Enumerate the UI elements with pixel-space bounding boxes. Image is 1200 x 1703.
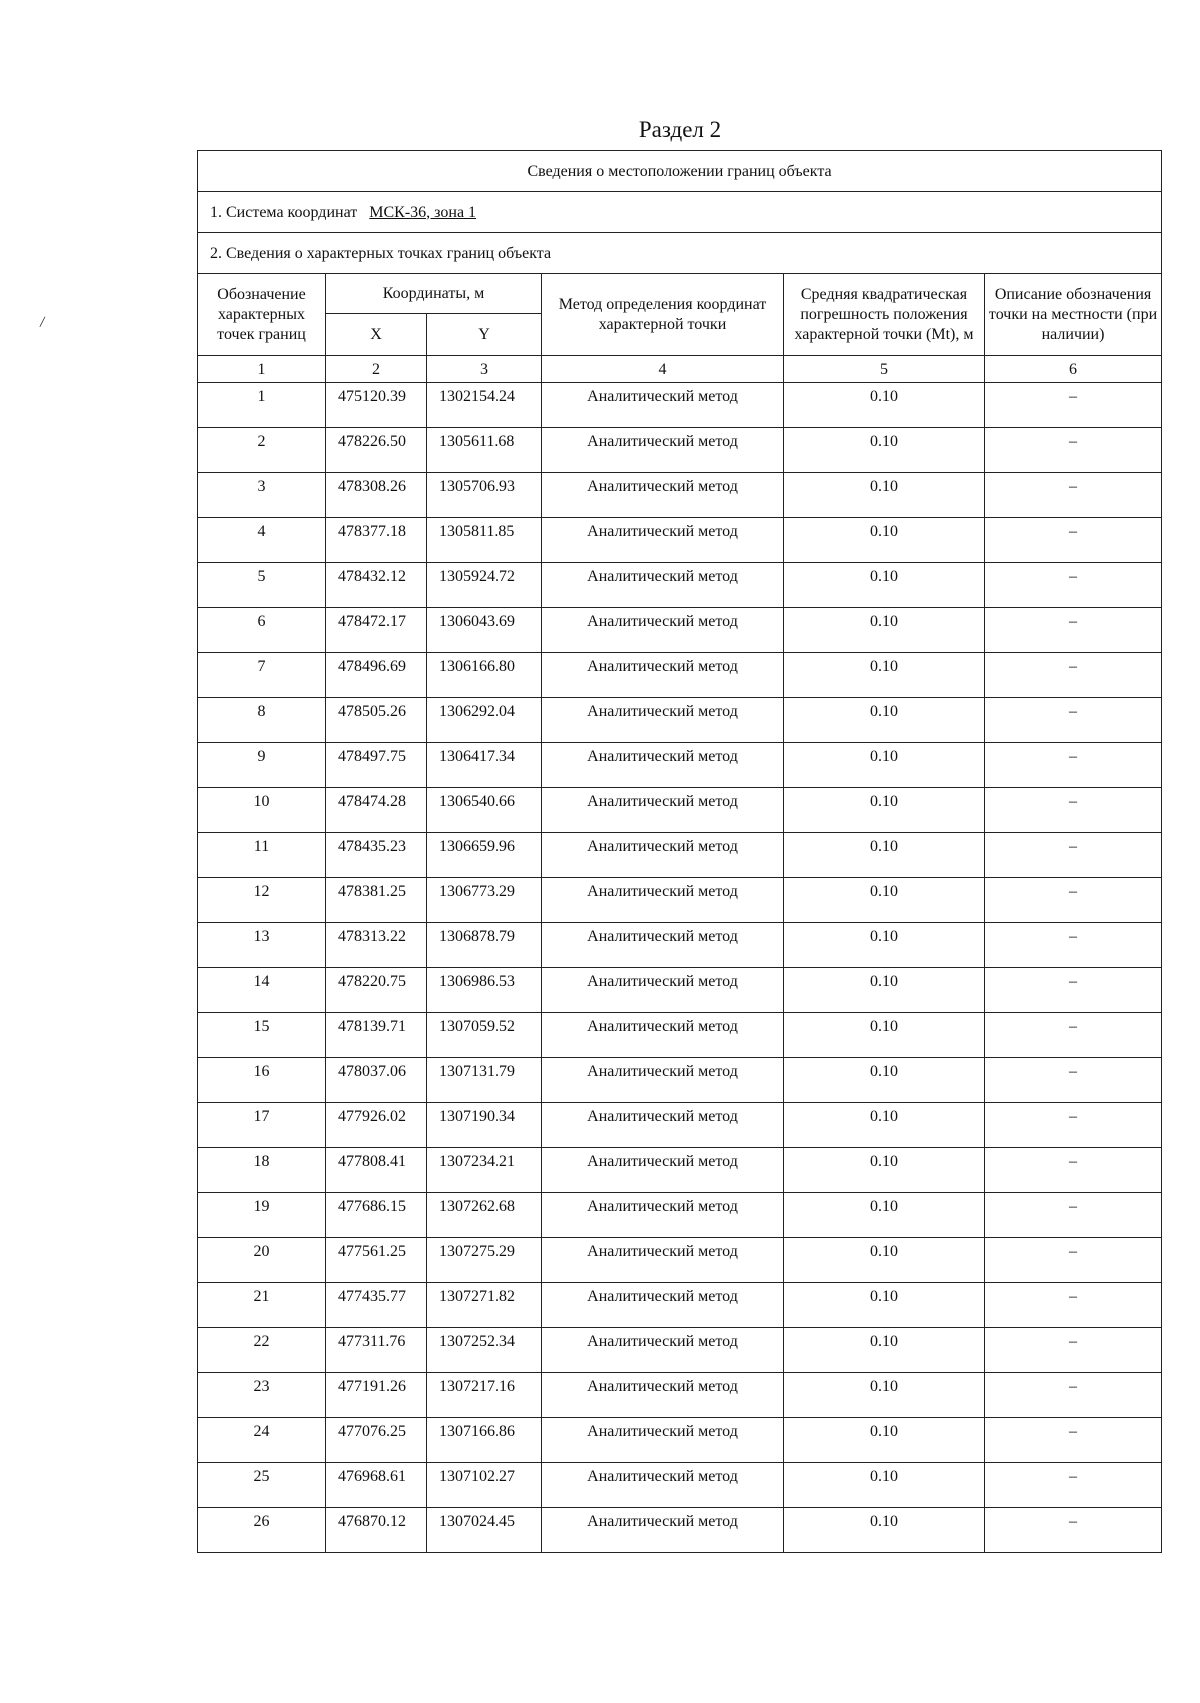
y-coordinate-cell: 1306043.69	[427, 608, 542, 653]
y-coordinate-cell: 1306417.34	[427, 743, 542, 788]
y-coordinate-cell: 1307102.27	[427, 1463, 542, 1508]
error-cell: 0.10	[784, 1238, 985, 1283]
table-row	[198, 833, 1162, 878]
x-coordinate-cell: 477808.41	[326, 1148, 427, 1193]
error-cell: 0.10	[784, 1103, 985, 1148]
error-cell: 0.10	[784, 473, 985, 518]
column-number: 5	[784, 356, 985, 383]
method-cell: Аналитический метод	[542, 878, 784, 923]
table-row	[198, 608, 1162, 653]
x-coordinate-cell: 478496.69	[326, 653, 427, 698]
table-title: Сведения о местоположении границ объекта	[198, 151, 1162, 192]
y-coordinate-cell: 1305706.93	[427, 473, 542, 518]
description-cell: –	[985, 833, 1162, 878]
x-coordinate-cell: 478474.28	[326, 788, 427, 833]
point-number-cell: 5	[198, 563, 326, 608]
x-coordinate-cell: 477191.26	[326, 1373, 427, 1418]
column-number: 2	[326, 356, 427, 383]
header-error: Средняя квадратическая погрешность положения характерной точки (Mt), м	[784, 274, 985, 356]
description-cell: –	[985, 1103, 1162, 1148]
y-coordinate-cell: 1305811.85	[427, 518, 542, 563]
x-coordinate-cell: 477926.02	[326, 1103, 427, 1148]
description-cell: –	[985, 1463, 1162, 1508]
y-coordinate-cell: 1307190.34	[427, 1103, 542, 1148]
error-cell: 0.10	[784, 833, 985, 878]
y-coordinate-cell: 1307166.86	[427, 1418, 542, 1463]
method-cell: Аналитический метод	[542, 1193, 784, 1238]
method-cell: Аналитический метод	[542, 698, 784, 743]
point-number-cell: 15	[198, 1013, 326, 1058]
point-number-cell: 3	[198, 473, 326, 518]
y-coordinate-cell: 1306773.29	[427, 878, 542, 923]
y-coordinate-cell: 1305924.72	[427, 563, 542, 608]
point-number-cell: 6	[198, 608, 326, 653]
point-number-cell: 4	[198, 518, 326, 563]
method-cell: Аналитический метод	[542, 563, 784, 608]
table-row	[198, 923, 1162, 968]
description-cell: –	[985, 923, 1162, 968]
y-coordinate-cell: 1307234.21	[427, 1148, 542, 1193]
description-cell: –	[985, 788, 1162, 833]
point-number-cell: 24	[198, 1418, 326, 1463]
y-coordinate-cell: 1306986.53	[427, 968, 542, 1013]
error-cell: 0.10	[784, 1463, 985, 1508]
table-row	[198, 1238, 1162, 1283]
table-row	[198, 1013, 1162, 1058]
header-row	[198, 274, 1162, 314]
description-cell: –	[985, 428, 1162, 473]
point-number-cell: 2	[198, 428, 326, 473]
y-coordinate-cell: 1306540.66	[427, 788, 542, 833]
table-row	[198, 473, 1162, 518]
y-coordinate-cell: 1306659.96	[427, 833, 542, 878]
method-cell: Аналитический метод	[542, 968, 784, 1013]
x-coordinate-cell: 475120.39	[326, 383, 427, 428]
y-coordinate-cell: 1307271.82	[427, 1283, 542, 1328]
y-coordinate-cell: 1307275.29	[427, 1238, 542, 1283]
method-cell: Аналитический метод	[542, 1058, 784, 1103]
method-cell: Аналитический метод	[542, 518, 784, 563]
table-row	[198, 743, 1162, 788]
description-cell: –	[985, 1373, 1162, 1418]
x-coordinate-cell: 478377.18	[326, 518, 427, 563]
method-cell: Аналитический метод	[542, 788, 784, 833]
x-coordinate-cell: 478497.75	[326, 743, 427, 788]
coord-system-row	[198, 192, 1162, 233]
x-coordinate-cell: 478226.50	[326, 428, 427, 473]
error-cell: 0.10	[784, 1373, 985, 1418]
x-coordinate-cell: 477435.77	[326, 1283, 427, 1328]
table-row	[198, 1418, 1162, 1463]
y-coordinate-cell: 1307217.16	[427, 1373, 542, 1418]
points-title-row	[198, 233, 1162, 274]
y-coordinate-cell: 1307131.79	[427, 1058, 542, 1103]
y-coordinate-cell: 1305611.68	[427, 428, 542, 473]
table-row	[198, 1058, 1162, 1103]
x-coordinate-cell: 477311.76	[326, 1328, 427, 1373]
y-coordinate-cell: 1307059.52	[427, 1013, 542, 1058]
method-cell: Аналитический метод	[542, 833, 784, 878]
error-cell: 0.10	[784, 1283, 985, 1328]
x-coordinate-cell: 477076.25	[326, 1418, 427, 1463]
table-row	[198, 383, 1162, 428]
x-coordinate-cell: 477686.15	[326, 1193, 427, 1238]
table-row	[198, 698, 1162, 743]
section-title: Раздел 2	[638, 117, 722, 142]
point-number-cell: 7	[198, 653, 326, 698]
column-number: 6	[985, 356, 1162, 383]
x-coordinate-cell: 476870.12	[326, 1508, 427, 1553]
stray-pen-mark: /	[38, 313, 46, 332]
method-cell: Аналитический метод	[542, 743, 784, 788]
error-cell: 0.10	[784, 428, 985, 473]
description-cell: –	[985, 1148, 1162, 1193]
description-cell: –	[985, 1283, 1162, 1328]
x-coordinate-cell: 478139.71	[326, 1013, 427, 1058]
x-coordinate-cell: 478037.06	[326, 1058, 427, 1103]
point-number-cell: 21	[198, 1283, 326, 1328]
table-row	[198, 518, 1162, 563]
error-cell: 0.10	[784, 788, 985, 833]
point-number-cell: 25	[198, 1463, 326, 1508]
column-number-row	[198, 356, 1162, 383]
point-number-cell: 26	[198, 1508, 326, 1553]
point-number-cell: 19	[198, 1193, 326, 1238]
point-number-cell: 9	[198, 743, 326, 788]
method-cell: Аналитический метод	[542, 1328, 784, 1373]
point-number-cell: 20	[198, 1238, 326, 1283]
error-cell: 0.10	[784, 878, 985, 923]
y-coordinate-cell: 1306878.79	[427, 923, 542, 968]
header-coordinates: Координаты, м	[326, 274, 542, 314]
point-number-cell: 12	[198, 878, 326, 923]
description-cell: –	[985, 1418, 1162, 1463]
error-cell: 0.10	[784, 968, 985, 1013]
description-cell: –	[985, 968, 1162, 1013]
method-cell: Аналитический метод	[542, 1103, 784, 1148]
error-cell: 0.10	[784, 518, 985, 563]
description-cell: –	[985, 518, 1162, 563]
y-coordinate-cell: 1307262.68	[427, 1193, 542, 1238]
description-cell: –	[985, 653, 1162, 698]
error-cell: 0.10	[784, 1193, 985, 1238]
table-title-row	[198, 151, 1162, 192]
error-cell: 0.10	[784, 383, 985, 428]
table-row	[198, 1463, 1162, 1508]
x-coordinate-cell: 478505.26	[326, 698, 427, 743]
description-cell: –	[985, 1508, 1162, 1553]
error-cell: 0.10	[784, 923, 985, 968]
table-row	[198, 1328, 1162, 1373]
error-cell: 0.10	[784, 1148, 985, 1193]
boundary-points-table	[197, 150, 1162, 1553]
y-coordinate-cell: 1307024.45	[427, 1508, 542, 1553]
point-number-cell: 23	[198, 1373, 326, 1418]
error-cell: 0.10	[784, 1418, 985, 1463]
method-cell: Аналитический метод	[542, 608, 784, 653]
error-cell: 0.10	[784, 1013, 985, 1058]
method-cell: Аналитический метод	[542, 383, 784, 428]
x-coordinate-cell: 478220.75	[326, 968, 427, 1013]
point-number-cell: 1	[198, 383, 326, 428]
method-cell: Аналитический метод	[542, 473, 784, 518]
x-coordinate-cell: 476968.61	[326, 1463, 427, 1508]
point-number-cell: 22	[198, 1328, 326, 1373]
table-row	[198, 788, 1162, 833]
point-number-cell: 8	[198, 698, 326, 743]
method-cell: Аналитический метод	[542, 428, 784, 473]
description-cell: –	[985, 563, 1162, 608]
description-cell: –	[985, 473, 1162, 518]
method-cell: Аналитический метод	[542, 653, 784, 698]
table-row	[198, 653, 1162, 698]
column-number: 3	[427, 356, 542, 383]
header-y: Y	[427, 314, 542, 356]
x-coordinate-cell: 478472.17	[326, 608, 427, 653]
header-point-designation: Обозначение характерных точек границ	[198, 274, 326, 356]
table-row	[198, 1508, 1162, 1553]
description-cell: –	[985, 1193, 1162, 1238]
table-row	[198, 428, 1162, 473]
error-cell: 0.10	[784, 743, 985, 788]
table-row	[198, 1373, 1162, 1418]
table-row	[198, 1283, 1162, 1328]
description-cell: –	[985, 1013, 1162, 1058]
table-row	[198, 563, 1162, 608]
point-number-cell: 13	[198, 923, 326, 968]
column-number: 4	[542, 356, 784, 383]
error-cell: 0.10	[784, 698, 985, 743]
description-cell: –	[985, 608, 1162, 653]
error-cell: 0.10	[784, 563, 985, 608]
x-coordinate-cell: 478308.26	[326, 473, 427, 518]
description-cell: –	[985, 1058, 1162, 1103]
column-number: 1	[198, 356, 326, 383]
point-number-cell: 11	[198, 833, 326, 878]
description-cell: –	[985, 383, 1162, 428]
description-cell: –	[985, 743, 1162, 788]
description-cell: –	[985, 698, 1162, 743]
method-cell: Аналитический метод	[542, 1373, 784, 1418]
points-title: 2. Сведения о характерных точках границ объекта	[198, 233, 1162, 274]
y-coordinate-cell: 1302154.24	[427, 383, 542, 428]
method-cell: Аналитический метод	[542, 1283, 784, 1328]
error-cell: 0.10	[784, 1508, 985, 1553]
method-cell: Аналитический метод	[542, 1418, 784, 1463]
table-row	[198, 1103, 1162, 1148]
method-cell: Аналитический метод	[542, 1463, 784, 1508]
error-cell: 0.10	[784, 653, 985, 698]
coord-system-label: 1. Система координат	[210, 203, 358, 221]
table-row	[198, 1193, 1162, 1238]
x-coordinate-cell: 478313.22	[326, 923, 427, 968]
description-cell: –	[985, 878, 1162, 923]
description-cell: –	[985, 1238, 1162, 1283]
y-coordinate-cell: 1306166.80	[427, 653, 542, 698]
y-coordinate-cell: 1307252.34	[427, 1328, 542, 1373]
table-row	[198, 968, 1162, 1013]
point-number-cell: 18	[198, 1148, 326, 1193]
coord-system-value: МСК-36, зона 1	[369, 203, 477, 221]
method-cell: Аналитический метод	[542, 1238, 784, 1283]
error-cell: 0.10	[784, 1328, 985, 1373]
method-cell: Аналитический метод	[542, 923, 784, 968]
error-cell: 0.10	[784, 608, 985, 653]
method-cell: Аналитический метод	[542, 1148, 784, 1193]
table-row	[198, 1148, 1162, 1193]
point-number-cell: 16	[198, 1058, 326, 1103]
header-description: Описание обозначения точки на местности (при наличии)	[985, 274, 1162, 356]
method-cell: Аналитический метод	[542, 1508, 784, 1553]
x-coordinate-cell: 478435.23	[326, 833, 427, 878]
x-coordinate-cell: 478381.25	[326, 878, 427, 923]
description-cell: –	[985, 1328, 1162, 1373]
error-cell: 0.10	[784, 1058, 985, 1103]
method-cell: Аналитический метод	[542, 1013, 784, 1058]
x-coordinate-cell: 477561.25	[326, 1238, 427, 1283]
point-number-cell: 17	[198, 1103, 326, 1148]
coord-system-cell	[198, 192, 1162, 233]
table-row	[198, 878, 1162, 923]
header-x: X	[326, 314, 427, 356]
header-method: Метод определения координат характерной точки	[542, 274, 784, 356]
y-coordinate-cell: 1306292.04	[427, 698, 542, 743]
point-number-cell: 10	[198, 788, 326, 833]
x-coordinate-cell: 478432.12	[326, 563, 427, 608]
point-number-cell: 14	[198, 968, 326, 1013]
